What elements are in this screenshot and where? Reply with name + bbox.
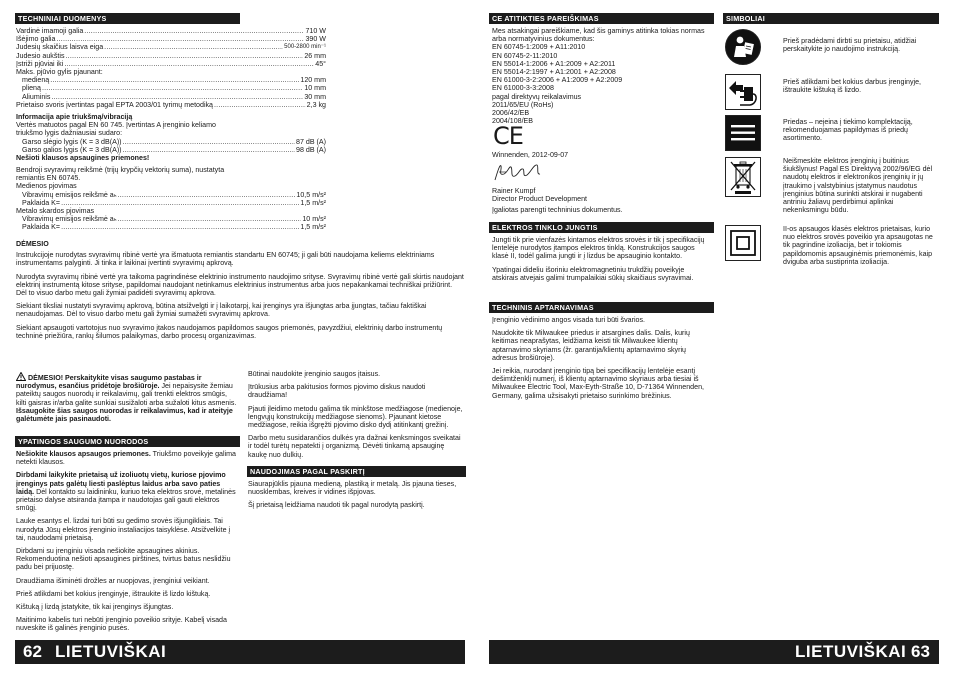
demesio-paragraph: Siekiant apsaugoti vartotojus nuo svyravimo įtakos naudojamos papildomos saugos priemonės, pavyzdžiui, elektrinių darbo instrumentų techninė priežiūra, rankų šilumos palaikymas, darbo procesų organizavimas. <box>16 323 443 340</box>
ce-standard: EN 61000-3-3:2008 <box>492 84 554 93</box>
depth-title: Maks. pjūvio gylis pjaunant: <box>16 67 103 76</box>
accessory-icon <box>725 115 761 151</box>
intended-use-header: NAUDOJIMAS PAGAL PASKIRTĮ <box>247 466 466 477</box>
tech-data-header: TECHNINIAI DUOMENYS <box>15 13 240 24</box>
safety-paragraph: Draudžiama išiminėti drožles ar nuopjovas, įrenginiui veikiant. <box>16 576 210 585</box>
tech-specs <box>16 27 326 232</box>
vibration-intro: Bendroji svyravimų reikšmė (trijų krypčių vektorių suma), nustatyta remiantis EN 60745. <box>16 166 225 183</box>
right-footer-bar <box>489 640 939 664</box>
noise-intro: Vertės matuotos pagal EN 60 745. Įvertintas A įrenginio keliamo triukšmo lygis dažniausiai sudaro: <box>16 121 216 138</box>
safety-paragraph: Pjauti įleidimo metodu galima tik minkštose medžiagose (medienoje, lengvųjų konstrukcijų medžiagose sienoms). Pjaunant kietose medžiagose, reikia išgręžti pjovimo disko dydį atitinkantį grežinį. <box>248 404 463 430</box>
usage-paragraph: Šį prietaisą leidžiama naudoti tik pagal nurodytą paskirtį. <box>248 501 425 510</box>
safety-paragraph: Lauke esantys el. lizdai turi būti su gedimo srovės išjungikliais. Tai nurodyta Jūsų elektros įrenginio instaliacijos taisyklėse. Atsižvelkite į tai, naudodami prietaisą. <box>16 517 231 542</box>
mains-paragraph: Jungti tik prie vienfazės kintamos elektros srovės ir tik į specifikacijų lentelėje nurodytos įtampos elektros tinklą. Konstrukcijos saugos klasė II, todėl galima jungti ir į lizdus be apsauginio kontakto. <box>492 236 705 261</box>
noise-row: Garso galios lygis (K = 3 dB(A)) ..... 98 dB (A) <box>16 146 326 154</box>
safety-paragraph: Kištuką į lizdą įstatykite, tik kai įrenginys išjungtas. <box>16 603 174 612</box>
ce-intro: Mes atsakingai pareiškiame, kad šis gaminys atitinka tokias normas arba normatyvinius dokumentus: <box>492 27 705 44</box>
page-language-right: LIETUVIŠKAI <box>795 642 907 661</box>
maintenance-text <box>492 316 710 405</box>
ce-header: CE ATITIKTIES PAREIŠKIMAS <box>489 13 714 24</box>
ce-declaration <box>492 27 712 125</box>
safety-paragraph: Būtinai naudokite įrenginio saugos įtaisus. <box>248 370 381 378</box>
ce-standard: pagal direktyvų reikalavimus <box>492 92 582 101</box>
page-number-left: 62 <box>23 642 42 661</box>
spec-row: Vardinė imamoji galia ..... 710 W <box>16 27 326 35</box>
depth-row: Aliuminis ..... 30 mm <box>16 93 326 101</box>
page-language-left: LIETUVIŠKAI <box>55 642 167 661</box>
ce-standard: 2006/42/EB <box>492 109 530 118</box>
hearing-protection-bold: Nešiokite klausos apsaugos priemones. <box>16 450 151 458</box>
page-number-right: 63 <box>911 642 930 661</box>
ce-standard: EN 60745-1:2009 + A11:2010 <box>492 43 586 52</box>
maintenance-paragraph: Jei reikia, nurodant įrenginio tipą bei specifikacijų lentelėje esantį dešimtženklį numerį, iš klientų aptarnavimo skyriaus arba tiesiai iš Milwaukee Electric Tool, Max-Eyth-Straße 10, D-71364 Winnenden, Germany, galima užsisakyti prietaiso surinkimo brėžinius. <box>492 367 704 400</box>
vibration-row: Paklaida K= ..... 1,5 m/s² <box>16 199 326 207</box>
symbols-header: SIMBOLIAI <box>723 13 939 24</box>
special-safety-header: YPATINGOS SAUGUMO NUORODOS <box>15 436 240 447</box>
noise-title: Informacija apie triukšmą/vibraciją <box>16 112 133 121</box>
safety-paragraph: Darbo metu susidarančios dulkės yra dažnai kenksmingos sveikatai ir todėl turėtų nepatekti į organizmą. Dėvėti tinkamą apsauginę kaukę nuo dulkių. <box>248 434 461 459</box>
ce-standard: EN 55014-2:1997 + A1:2001 + A2:2008 <box>492 68 616 77</box>
safety-paragraph: Įtrūkusius arba pakitusios formos pjovimo diskus naudoti draudžiama! <box>248 383 426 400</box>
intended-use-text <box>248 480 464 515</box>
hearing-protection-text: Triukšmo poveikyje galima netekti klausos. <box>16 450 236 467</box>
warning-triangle-icon <box>16 372 26 381</box>
maintenance-header: TECHNINIS APTARNAVIMAS <box>489 302 714 313</box>
special-safety-text <box>16 450 238 638</box>
signature-icon <box>492 160 552 184</box>
insulated-grip-text: Dėl kontakto su laidininku, kuriuo teka elektros srovė, metalinės prietaiso dalyse atsiranda įtampa ir naudotojas gali gauti elektros smūgį. <box>16 487 236 513</box>
insulated-grip-bold: Dirbdami laikykite prietaisą už izoliuotų vietų, kuriose pjovimo įrenginys pats galėtų liesti paslėptus laidus arba savo paties laidą. <box>16 471 226 496</box>
demesio-paragraph: Instrukcijoje nurodytas svyravimų ribinė vertė yra išmatuota remiantis standartu EN 60745; ji gali būti naudojama keliems elektriniams instrumentams palyginti. Ji tinka ir laikinai įvertinti svyravimų apkrovą. <box>16 251 435 268</box>
warning-title: DĖMESIO! Perskaitykite visas saugumo pastabas ir nurodymus, esančius pridėtoje brošiūroje. <box>16 374 202 391</box>
authorized-note: Įgaliotas parengti techninius dokumentus. <box>492 206 623 215</box>
ce-standard: 2011/65/EU (RoHs) <box>492 100 554 109</box>
read-manual-icon <box>725 29 761 65</box>
safety-paragraph: Prieš atlikdami bet kokius įrenginyje, ištraukite iš lizdo kištuką. <box>16 589 211 598</box>
spec-row: Judesių skaičius laisva eiga ..... 500-2800 min⁻¹ <box>16 43 326 51</box>
symbol-description: Prieš atlikdami bet kokius darbus įrenginyje, ištraukite kištuką iš lizdo. <box>783 78 921 95</box>
metal-title: Metalo skardos pjovimas <box>16 207 95 216</box>
spec-row: Išėjimo galia ..... 390 W <box>16 35 326 43</box>
ce-standard: EN 60745-2-11:2010 <box>492 51 558 60</box>
class-ii-icon <box>725 225 761 261</box>
safety-paragraph: Maitinimo kabelis turi nebūti įrenginio poveikio srityje. Kabelį visada nuveskite iš galinės įrenginio pusės. <box>16 616 227 633</box>
safety-continued <box>248 370 464 464</box>
spec-row: Judesio aukštis ..... 26 mm <box>16 52 326 60</box>
vibration-row: Vibravimų emisijos reikšmė aₕ ..... 10,5 m/s² <box>16 191 326 199</box>
weight-row: Prietaiso svoris įvertintas pagal EPTA 2003/01 tyrimų metodiką ..... 2,3 kg <box>16 101 326 109</box>
vibration-row: Paklaida K= ..... 1,5 m/s² <box>16 223 326 231</box>
signer-name: Rainer Kumpf <box>492 187 536 195</box>
noise-row: Garso slėgio lygis (K = 3 dB(A)) ..... 87 dB (A) <box>16 138 326 146</box>
mains-paragraph: Ypatingai dideliu išoriniu elektromagnetiniu trukdžių poveikyje atskirais atvejais galimi trumpalaikiai sūkių skaičiaus svyravimai. <box>492 265 694 282</box>
ce-standard: 2004/108/EB <box>492 117 534 126</box>
demesio-paragraph: Nurodyta svyravimų ribinė vertė yra taikoma pagrindinėse elektrinio instrumento naudojimo srityse. Svyravimų ribinė vertė gali skirtis naudojant elektrinį instrumentą kitose srityse, papildomai naudojant netinkamus elektrinius instrumentus arba juos nepakankamai techniškai prižiūrint. Dėl to visuo darbo metu gali žymiai padidėti svyravimų apkrova. <box>16 272 464 298</box>
safety-warning <box>16 372 238 423</box>
spec-row: Įstriži pjūviai iki ..... 45° <box>16 60 326 68</box>
symbol-description: Neišmeskite elektros įrenginių į buitinius šiukšlynus! Pagal ES Direktyvą 2002/96/EG dėl naudotų elektros ir elektronikos įrenginių ir jų įtraukimo į valstybinius įstatymus naudotus įrenginius būtina surinkti atskirai ir nugabenti antriniu žaliavų perdirbimui aplinkai nekenksmingu būdu. <box>783 157 933 215</box>
safety-paragraph: Dirbdami su įrenginiu visada nešiokite apsaugines akinius. Rekomenduotina nešioti apsaugines pirštines, tvirtus batus neslidžiu padu bei prijuostę. <box>16 547 231 572</box>
warning-keep-instructions: Išsaugokite šias saugos nuorodas ir reikalavimus, kad ir ateityje galėtumėte jais pasinaudoti. <box>16 406 233 424</box>
depth-row: plieną ..... 10 mm <box>16 84 326 92</box>
ear-protection-warning: Nešioti klausos apsaugines priemones! <box>16 153 150 162</box>
ce-mark-icon: CE <box>493 122 523 150</box>
ce-standard: EN 61000-3-2:2006 + A1:2009 + A2:2009 <box>492 76 623 85</box>
weee-bin-icon <box>725 157 761 197</box>
warning-text: Jei nepaisysite žemiau pateiktų saugos nuorodų ir reikalavimų, gali trenkti elektros smūgis, kilti gaisras ir/arba galite sunkiai susižaloti arba sužaloti kitus asmenis. <box>16 382 237 407</box>
usage-paragraph: Siaurapjūklis pjauna medieną, plastiką ir metalą. Jis pjauna tieses, nuosklembas, kreives ir vidines išpjovas. <box>248 480 457 497</box>
demesio-section <box>16 240 464 345</box>
ce-signer <box>492 187 712 215</box>
wood-title: Medienos pjovimas <box>16 182 77 191</box>
maintenance-paragraph: Naudokite tik Milwaukee priedus ir atsargines dalis. Dalis, kurių keitimas neaprašytas, leidžiama keisti tik Milwaukee klientų aptarnavimo skyriams (žr. garantija/klientų aptarnavimo skyrių adresus brošiūroje). <box>492 329 690 362</box>
maintenance-paragraph: Įrenginio vėdinimo angos visada turi būti švarios. <box>492 316 645 324</box>
demesio-paragraph: Siekiant tiksliai nustatyti svyravimų apkrovą, būtina atsižvelgti ir į laikotarpį, kai įrenginys yra išjungtas arba įjungtas, tačiau faktiškai nenaudojamas. Dėl to visuo darbo metu gali žymiai sumažėti svyravimų apkrova. <box>16 302 427 319</box>
mains-connection-header: ELEKTROS TINKLO JUNGTIS <box>489 222 714 233</box>
left-footer-bar <box>15 640 465 664</box>
signer-title: Director Product Development <box>492 195 588 204</box>
symbol-description: Priedas – neįeina į tiekimo komplektaciją, rekomenduojamas papildymas iš priedų asortimento. <box>783 118 913 143</box>
demesio-title: DĖMESIO <box>16 240 49 248</box>
depth-row: medieną ..... 120 mm <box>16 76 326 84</box>
ce-standard: EN 55014-1:2006 + A1:2009 + A2:2011 <box>492 59 616 68</box>
symbol-description: II-os apsaugos klasės elektros prietaisas, kurio nuo elektros srovės poveikio yra apsaugotas ne tik pagrindine izoliacija, bet ir tokiomis papildomomis apsauginėmis priemonėmis, kaip dviguba arba sustiprinta izoliacija. <box>783 225 933 266</box>
vibration-row: Vibravimų emisijos reikšmė aₕ ..... 10 m/s² <box>16 215 326 223</box>
symbol-description: Prieš pradėdami dirbti su prietaisu, atidžiai perskaitykite jo naudojimo instrukciją. <box>783 37 917 54</box>
unplug-icon <box>725 74 761 110</box>
ce-date: Winnenden, 2012-09-07 <box>492 151 569 159</box>
mains-connection-text <box>492 236 710 287</box>
